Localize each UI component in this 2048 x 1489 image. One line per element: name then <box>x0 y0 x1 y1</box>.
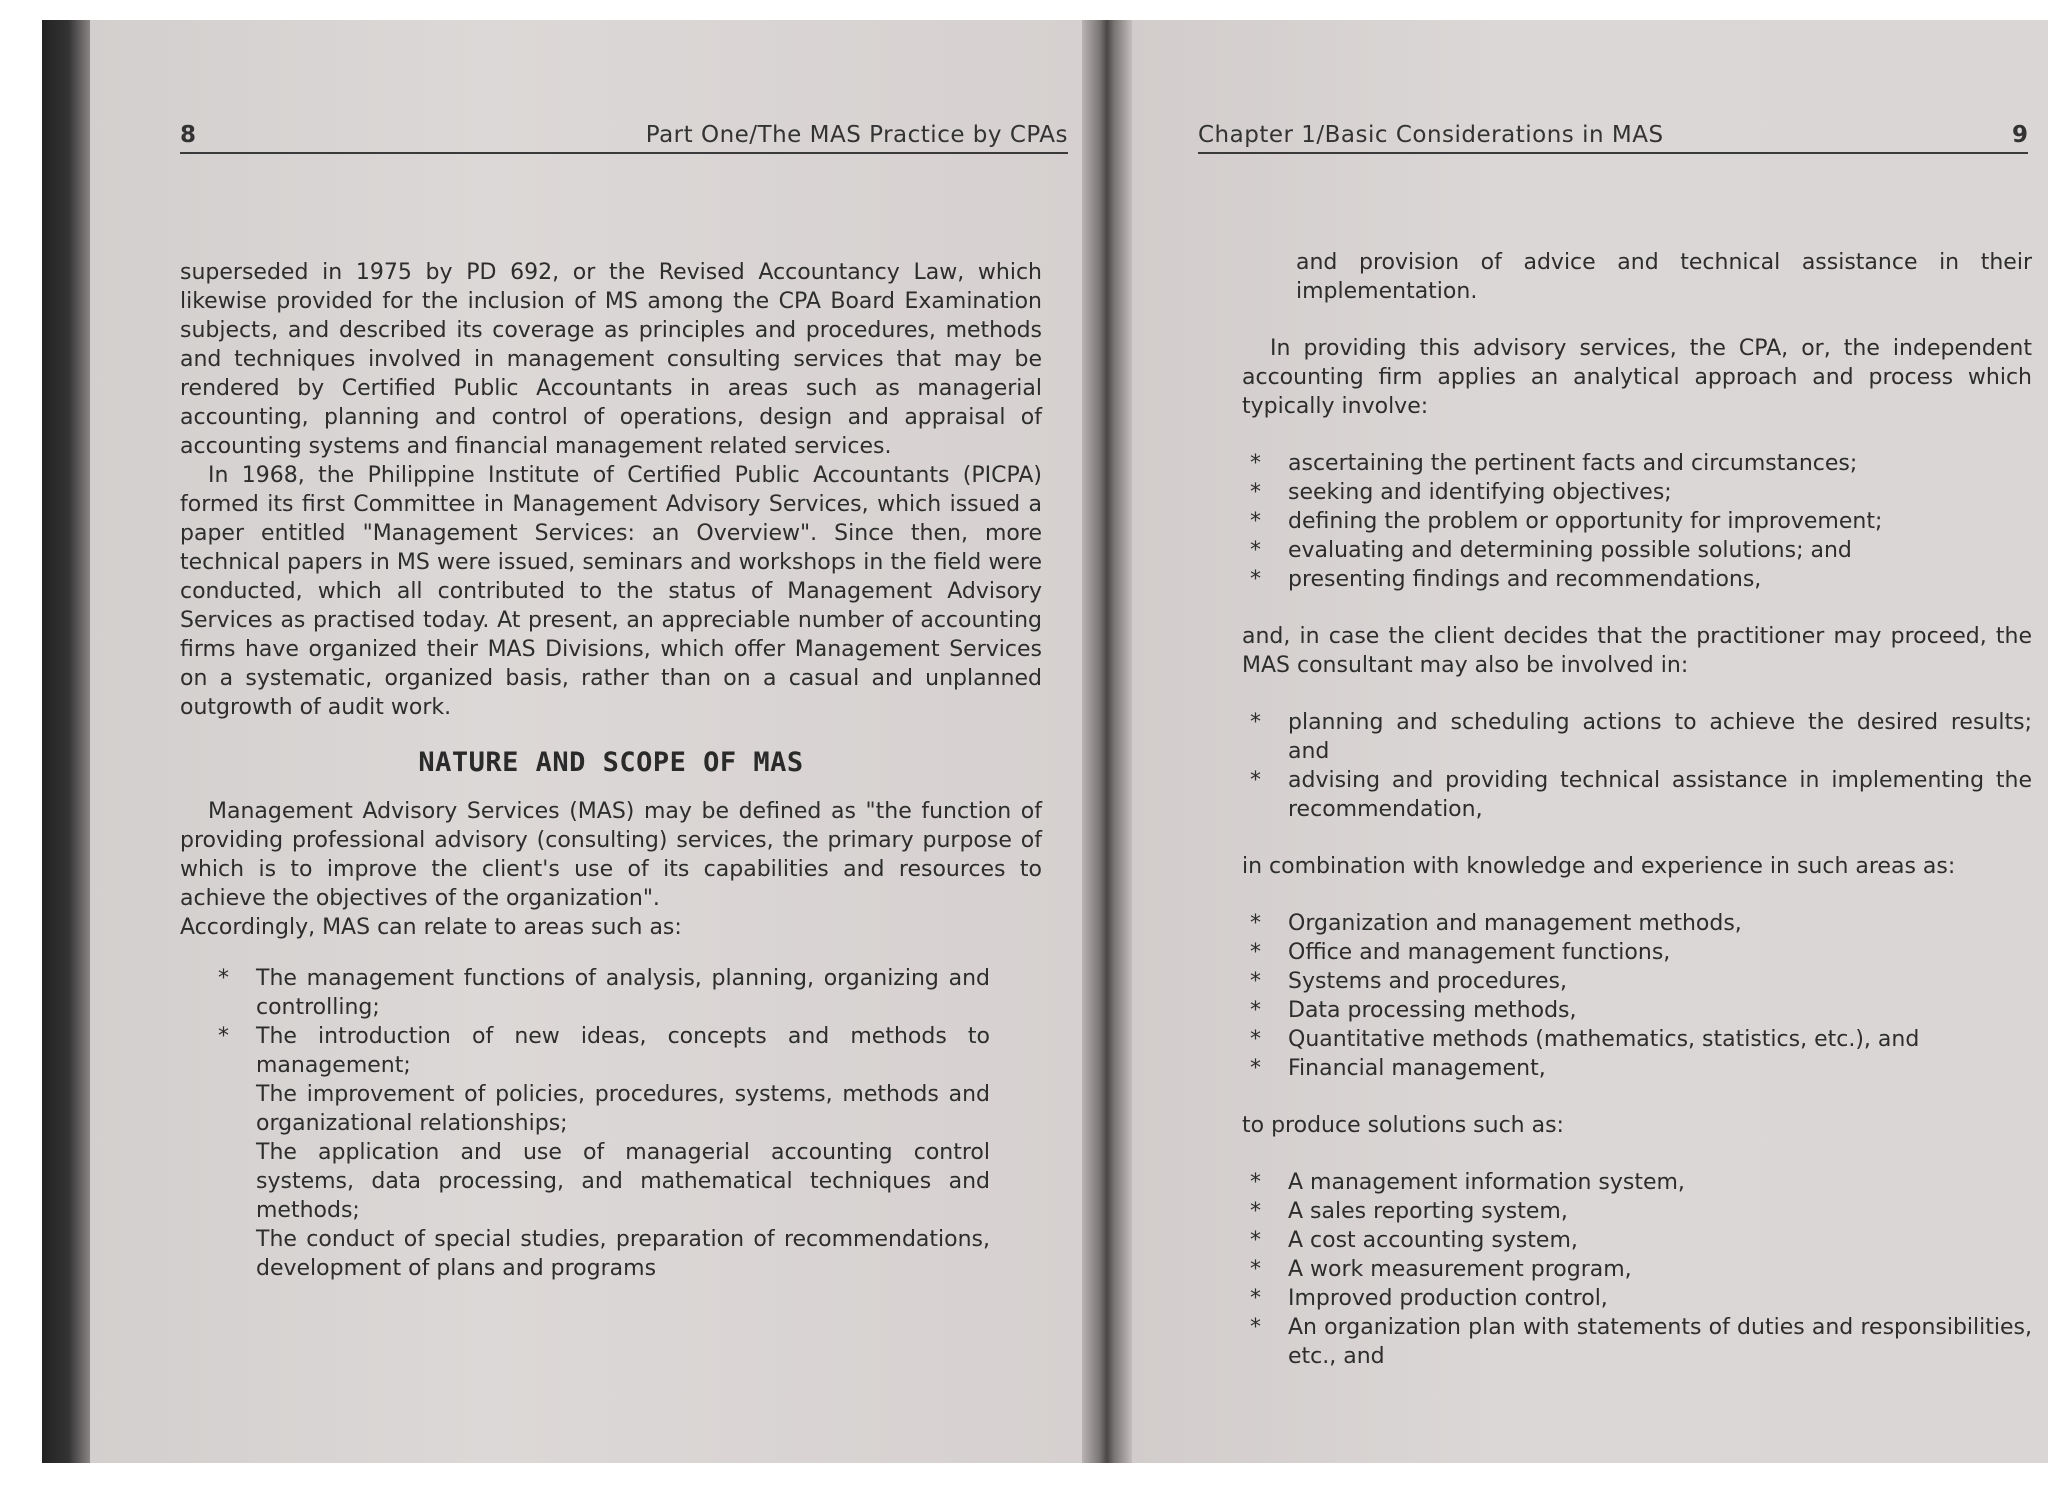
list-item-text: A work measurement program, <box>1288 1257 1632 1282</box>
mas-areas-list <box>210 964 990 1283</box>
approach-steps-list <box>1242 449 2032 594</box>
list-item-text: advising and providing technical assistance in implementing the recommendation, <box>1288 768 2032 822</box>
list-item-text: The improvement of policies, procedures, systems, methods and organizational relationships; <box>256 1082 990 1136</box>
list-item-text: The management functions of analysis, planning, organizing and controlling; <box>256 966 990 1020</box>
bullet-mark: * <box>1250 940 1261 965</box>
list-item-text: planning and scheduling actions to achieve the desired results; and <box>1288 710 2032 764</box>
list-item-text: defining the problem or opportunity for improvement; <box>1288 509 1883 534</box>
left-page <box>90 20 1082 1463</box>
bullet-mark: * <box>1250 1056 1261 1081</box>
list-item <box>1242 1168 2032 1197</box>
solutions-list <box>1242 1168 2032 1371</box>
list-item <box>1242 507 2032 536</box>
bullet-mark: * <box>1250 451 1261 476</box>
list-item-text: ascertaining the pertinent facts and circumstances; <box>1288 451 1858 476</box>
continuation-text: and provision of advice and technical assistance in their implementation. <box>1296 250 2032 304</box>
bullet-mark: * <box>1250 480 1261 505</box>
definition-paragraph: Management Advisory Services (MAS) may be defined as "the function of providing professional advisory (consulting) services, the primary purpose of which is to improve the client's use of its capabilities and resources to achieve the objectives of the organization". <box>180 799 1042 911</box>
list-item-text: Quantitative methods (mathematics, statistics, etc.), and <box>1288 1027 1920 1052</box>
list-item-text: seeking and identifying objectives; <box>1288 480 1672 505</box>
bullet-mark: * <box>1250 911 1261 936</box>
list-item <box>1242 708 2032 766</box>
bullet-mark: * <box>1250 710 1261 735</box>
list-item <box>1242 1226 2032 1255</box>
list-item-text: A sales reporting system, <box>1288 1199 1568 1224</box>
bullet-mark: * <box>1250 1315 1261 1340</box>
areas-lead-in: Accordingly, MAS can relate to areas such as: <box>180 915 682 940</box>
bullet-mark: * <box>1250 567 1261 592</box>
list-item <box>1242 1054 2032 1083</box>
bullet-mark: * <box>1250 998 1261 1023</box>
left-paragraph-1: superseded in 1975 by PD 692, or the Revised Accountancy Law, which likewise provided for the inclusion of MS among the CPA Board Examination subjects, and described its coverage as principles and procedures, methods and techniques involved in management consulting services that may be rendered by Certified Public Accountants in areas such as managerial accounting, planning and control of operations, design and appraisal of accounting systems and financial management related services. <box>180 260 1042 459</box>
section-heading: NATURE AND SCOPE OF MAS <box>418 747 804 778</box>
left-page-number: 8 <box>180 122 197 148</box>
list-item-text: Improved production control, <box>1288 1286 1608 1311</box>
left-running-title: Part One/The MAS Practice by CPAs <box>645 122 1068 148</box>
bullet-mark: * <box>1250 1257 1261 1282</box>
bullet-mark: * <box>1250 969 1261 994</box>
bullet-mark: * <box>1250 1286 1261 1311</box>
list-item <box>1242 478 2032 507</box>
right-page-number: 9 <box>2011 122 2028 148</box>
list-item <box>210 964 990 1022</box>
list-item <box>1242 1284 2032 1313</box>
bullet-mark: * <box>1250 1027 1261 1052</box>
list-item <box>1242 996 2032 1025</box>
right-body <box>1242 248 2032 1371</box>
list-item <box>1242 565 2032 594</box>
bullet-mark: * <box>1250 1170 1261 1195</box>
bullet-mark: * <box>1250 1228 1261 1253</box>
list-item <box>1242 536 2032 565</box>
left-running-head <box>180 116 1068 154</box>
bullet-mark: * <box>1250 509 1261 534</box>
list-item <box>210 1138 990 1225</box>
left-body <box>180 258 1042 1283</box>
list-item <box>210 1080 990 1138</box>
book-gutter <box>1082 20 1132 1463</box>
left-paragraph-2: In 1968, the Philippine Institute of Certified Public Accountants (PICPA) formed its first Committee in Management Advisory Services, which issued a paper entitled "Management Services: an Overview". Since then, more technical papers in MS were issued, seminars and workshops in the field were conducted, which all contributed to the status of Management Advisory Services as practised today. At present, an appreciable number of accounting firms have organized their MAS Divisions, which offer Management Services on a systematic, organized basis, rather than on a casual and unplanned outgrowth of audit work. <box>180 463 1042 720</box>
list-item <box>1242 449 2032 478</box>
list-item-text: evaluating and determining possible solutions; and <box>1288 538 1852 563</box>
areas-intro: in combination with knowledge and experience in such areas as: <box>1242 854 1956 879</box>
list-item-text: A management information system, <box>1288 1170 1685 1195</box>
left-edge-shadow <box>42 20 90 1463</box>
list-item <box>1242 766 2032 824</box>
bullet-mark: * <box>1250 538 1261 563</box>
list-item-text: Systems and procedures, <box>1288 969 1567 994</box>
bullet-mark: * <box>218 1024 229 1049</box>
list-item <box>1242 967 2032 996</box>
list-item-text: Data processing methods, <box>1288 998 1577 1023</box>
list-item <box>210 1225 990 1283</box>
knowledge-areas-list <box>1242 909 2032 1083</box>
right-running-title: Chapter 1/Basic Considerations in MAS <box>1198 122 1664 148</box>
list-item-text: A cost accounting system, <box>1288 1228 1578 1253</box>
list-item <box>1242 1197 2032 1226</box>
list-item-text: The introduction of new ideas, concepts and methods to management; <box>256 1024 990 1078</box>
approach-intro: In providing this advisory services, the CPA, or, the independent accounting firm applies an analytical approach and process which typically involve: <box>1242 336 2032 419</box>
list-item-text: An organization plan with statements of duties and responsibilities, etc., and <box>1288 1315 2032 1369</box>
list-item-text: Organization and management methods, <box>1288 911 1742 936</box>
list-item-text: The conduct of special studies, preparation of recommendations, development of plans and programs <box>256 1227 990 1281</box>
proceed-intro: and, in case the client decides that the practitioner may proceed, the MAS consultant may also be involved in: <box>1242 624 2032 678</box>
bullet-mark: * <box>1250 1199 1261 1224</box>
right-running-head <box>1198 116 2028 154</box>
bullet-mark: * <box>218 966 229 991</box>
list-item <box>1242 1313 2032 1371</box>
list-item <box>1242 938 2032 967</box>
list-item <box>1242 909 2032 938</box>
open-book <box>42 20 2048 1463</box>
right-page <box>1132 20 2048 1463</box>
list-item-text: presenting findings and recommendations, <box>1288 567 1762 592</box>
list-item <box>210 1022 990 1080</box>
list-item-text: Office and management functions, <box>1288 940 1671 965</box>
proceed-steps-list <box>1242 708 2032 824</box>
solutions-intro: to produce solutions such as: <box>1242 1113 1564 1138</box>
bullet-mark: * <box>1250 768 1261 793</box>
list-item-text: Financial management, <box>1288 1056 1546 1081</box>
list-item <box>1242 1025 2032 1054</box>
list-item <box>1242 1255 2032 1284</box>
list-item-text: The application and use of managerial accounting control systems, data processing, and mathematical techniques and methods; <box>256 1140 990 1223</box>
